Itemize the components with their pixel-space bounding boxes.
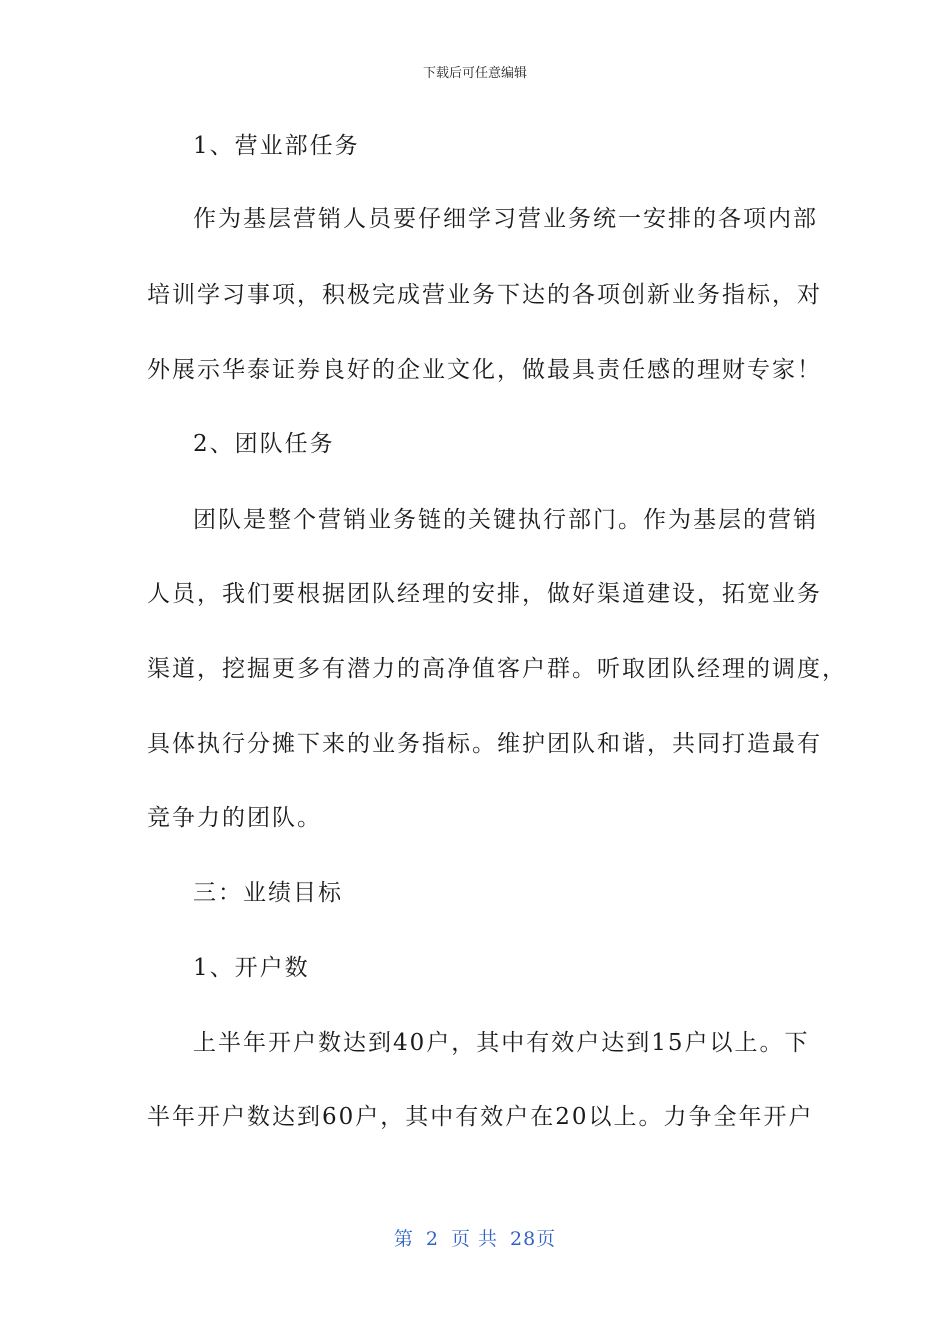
section-heading-performance-goals: 三：业绩目标 [193,880,343,906]
total-pages: 28页 [509,1228,557,1250]
paragraph-line: 上半年开户数达到40户，其中有效户达到15户以上。下 [193,1030,810,1056]
paragraph-line: 半年开户数达到60户，其中有效户在20以上。力争全年开户 [147,1104,814,1130]
page-header: 下载后可任意编辑 [422,66,527,81]
paragraph-line: 渠道，挖掘更多有潜力的高净值客户群。听取团队经理的调度， [147,656,847,682]
paragraph-line: 竞争力的团队。 [147,805,322,831]
paragraph-line: 团队是整个营销业务链的关键执行部门。作为基层的营销 [193,507,818,533]
paragraph-line: 作为基层营销人员要仔细学习营业务统一安排的各项内部 [193,206,818,232]
section-heading-branch-task: 1、营业部任务 [193,133,360,159]
page-number-footer [0,1225,950,1253]
current-page-number: 2 [425,1228,439,1250]
page-middle-text: 页 共 [450,1228,498,1250]
paragraph-line: 外展示华泰证券良好的企业文化，做最具责任感的理财专家！ [147,357,822,383]
paragraph-line: 人员，我们要根据团队经理的安排，做好渠道建设，拓宽业务 [147,581,822,607]
page-prefix: 第 [393,1228,414,1250]
section-heading-team-task: 2、团队任务 [193,431,335,457]
paragraph-line: 培训学习事项，积极完成营业务下达的各项创新业务指标，对 [147,282,822,308]
paragraph-line: 具体执行分摊下来的业务指标。维护团队和谐，共同打造最有 [147,731,822,757]
section-heading-account-openings: 1、开户数 [193,955,310,981]
